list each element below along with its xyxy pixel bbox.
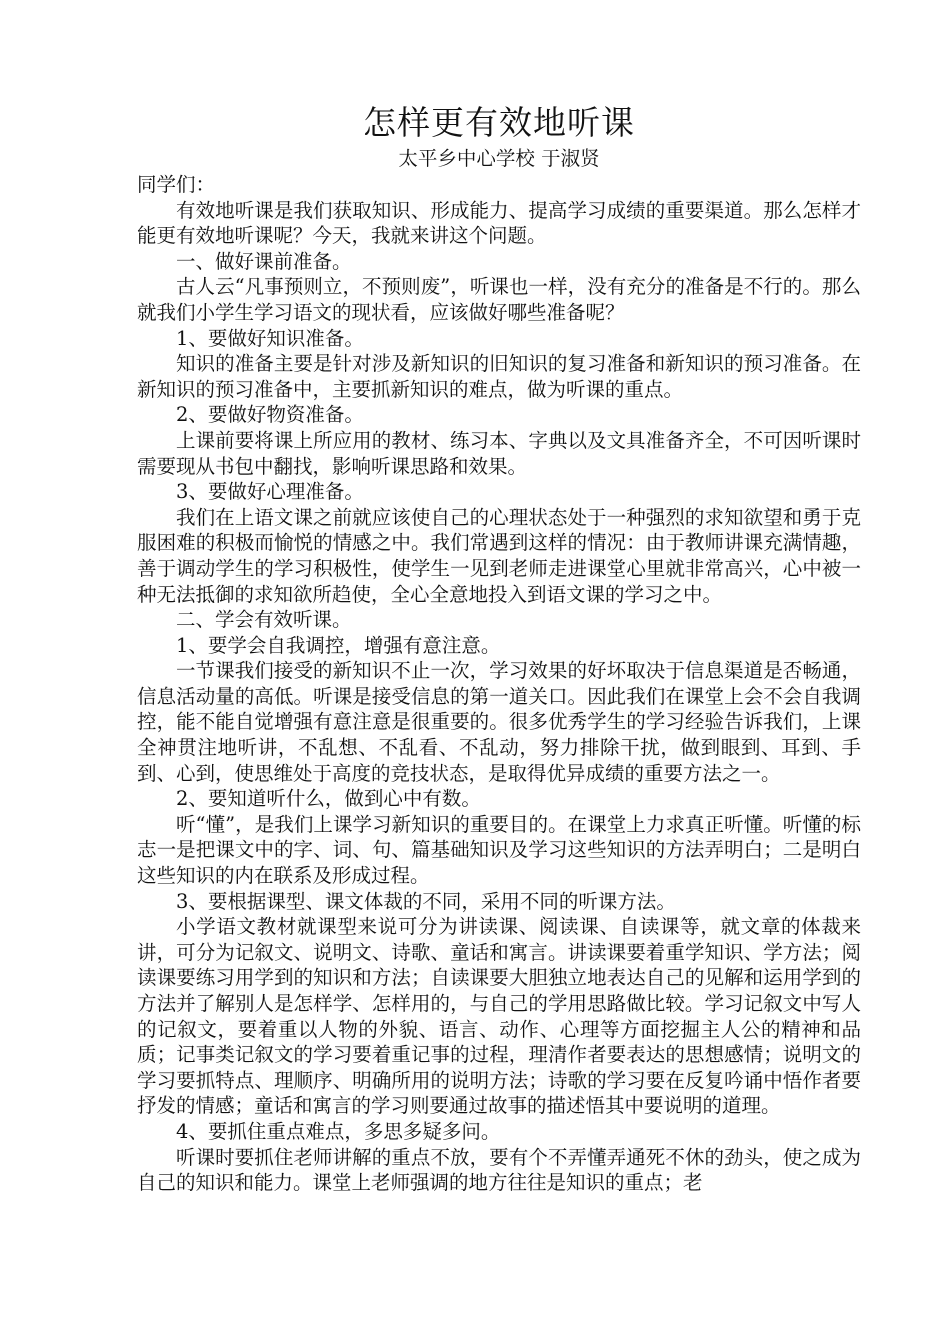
paragraph: 知识的准备主要是针对涉及新知识的旧知识的复习准备和新知识的预习准备。在新知识的预习准备中，主要抓新知识的难点，做为听课的重点。 xyxy=(137,352,861,401)
section-heading: 一、做好课前准备。 xyxy=(176,249,352,273)
paragraph: 上课前要将课上所应用的教材、练习本、字典以及文具准备齐全，不可因听课时需要现从书包中翻找，影响听课思路和效果。 xyxy=(137,428,861,478)
subsection-heading: 2、要知道听什么，做到心中有数。 xyxy=(176,787,481,811)
subsection-heading: 3、要做好心理准备。 xyxy=(176,480,364,504)
paragraph: 听“懂”，是我们上课学习新知识的重要目的。在课堂上力求真正听懂。听懂的标志一是把课文中的字、词、句、篇基础知识及学习这些知识的方法弄明白；二是明白这些知识的内在联系及形成过程。 xyxy=(137,812,861,888)
paragraph: 听课时要抓住老师讲解的重点不放，要有个不弄懂弄通死不休的劲头，使之成为自己的知识和能力。课堂上老师强调的地方往往是知识的重点；老 xyxy=(137,1145,861,1195)
author-line: 太平乡中心学校 于淑贤 xyxy=(398,147,600,170)
subsection-heading: 3、要根据课型、课文体裁的不同，采用不同的听课方法。 xyxy=(176,889,676,913)
section-heading: 二、学会有效听课。 xyxy=(176,608,352,632)
paragraph: 小学语文教材就课型来说可分为讲读课、阅读课、自读课等，就文章的体裁来讲，可分为记叙文、说明文、诗歌、童话和寓言。讲读课要着重学知识、学方法；阅读课要练习用学到的知识和方法；自读课要大胆独立地表达自己的见解和运用学到的方法并了解别人是怎样学、怎样用的，与自己的学用思路做比较。学习记叙文中写人的记叙文，要着重以人物的外貌、语言、动作、心理等方面挖掘主人公的精神和品质；记事类记叙文的学习要着重记事的过程，理清作者要表达的思想感情；说明文的学习要抓特点、理顺序、明确所用的说明方法；诗歌的学习要在反复吟诵中悟作者要抒发的情感；童话和寓言的学习则要通过故事的描述悟其中要说明的道理。 xyxy=(137,915,861,1118)
subsection-heading: 1、要做好知识准备。 xyxy=(176,326,364,350)
greeting: 同学们： xyxy=(137,173,216,196)
paragraph: 我们在上语文课之前就应该使自己的心理状态处于一种强烈的求知欲望和勇于克服困难的积极而愉悦的情感之中。我们常遇到这样的情况：由于教师讲课充满情趣，善于调动学生的学习积极性，使学生一见到老师走进课堂心里就非常高兴，心中被一种无法抵御的求知欲所趋使，全心全意地投入到语文课的学习之中。 xyxy=(137,505,861,606)
paragraph: 古人云“凡事预则立，不预则废”，听课也一样，没有充分的准备是不行的。那么就我们小学生学习语文的现状看，应该做好哪些准备呢？ xyxy=(137,275,861,324)
paragraph: 有效地听课是我们获取知识、形成能力、提高学习成绩的重要渠道。那么怎样才能更有效地听课呢？今天，我就来讲这个问题。 xyxy=(137,198,861,248)
document-page xyxy=(137,100,861,1196)
document-title: 怎样更有效地听课 xyxy=(363,103,635,142)
subsection-heading: 1、要学会自我调控，增强有意注意。 xyxy=(176,633,501,657)
subsection-heading: 2、要做好物资准备。 xyxy=(176,403,364,427)
subsection-heading: 4、要抓住重点难点，多思多疑多问。 xyxy=(176,1119,501,1143)
paragraph: 一节课我们接受的新知识不止一次，学习效果的好坏取决于信息渠道是否畅通，信息活动量的高低。听课是接受信息的第一道关口。因此我们在课堂上会不会自我调控，能不能自觉增强有意注意是很重要的。很多优秀学生的学习经验告诉我们，上课全神贯注地听讲，不乱想、不乱看、不乱动，努力排除干扰，做到眼到、耳到、手到、心到，使思维处于高度的竞技状态，是取得优异成绩的重要方法之一。 xyxy=(137,659,861,785)
